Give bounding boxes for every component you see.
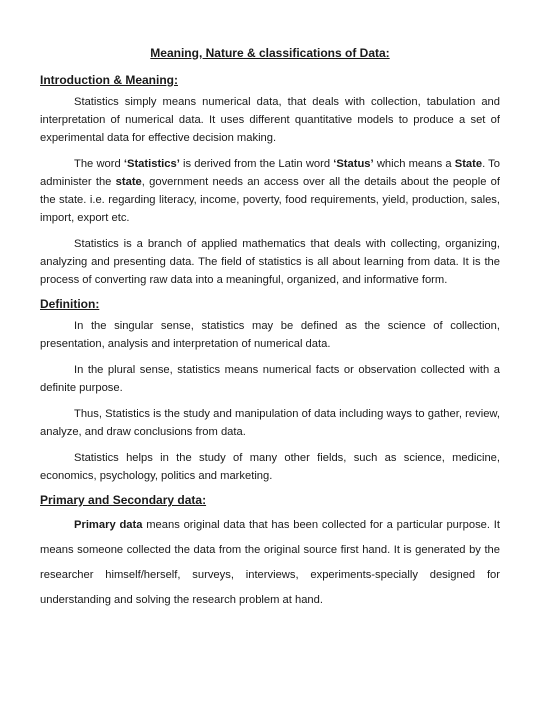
document-body [40,73,500,613]
text-run: Statistics is a branch of applied mathematics that deals with collecting, organizing, analyzing and presenting data. The field of statistics is all about learning from data. It is the process of converting raw data into a meaningful, organized, and informative form. [40,238,500,286]
document-page [40,46,500,621]
text-run: is derived from the Latin word [179,158,334,170]
paragraph [40,405,500,441]
text-run: , government needs an access over all the details about the people of the state. i.e. regarding literacy, income, poverty, food requirements, yield, production, sales, import, export etc. [40,176,500,224]
bold-text: State [454,158,483,170]
text-run: Statistics simply means numerical data, that deals with collection, tabulation and interpretation of numerical data. It uses different quantitative models to produce a set of experimental data for effective decision making. [40,96,500,144]
paragraph [40,513,500,613]
bold-text: ‘Status’ [333,158,374,170]
paragraph [40,317,500,353]
text-run: In the plural sense, statistics means numerical facts or observation collected with a definite purpose. [40,364,500,394]
section-heading: Introduction & Meaning: [40,73,178,87]
bold-text: state [115,176,142,188]
text-run: which means a [373,158,455,170]
paragraph [40,361,500,397]
text-run: Statistics helps in the study of many other fields, such as science, medicine, economics, psychology, politics and marketing. [40,452,500,482]
text-run: . To administer the [40,158,500,188]
section-heading: Definition: [40,297,100,311]
text-run: means original data that has been collected for a particular purpose. It means someone collected the data from the original source first hand. It is generated by the researcher himself/herself, surveys, interviews, experiments-specially designed for understanding and solving the research problem at hand. [40,519,500,606]
paragraph [40,93,500,147]
text-run: In the singular sense, statistics may be defined as the science of collection, presentation, analysis and interpretation of numerical data. [40,320,500,350]
section-heading: Primary and Secondary data: [40,493,207,507]
paragraph [40,235,500,289]
paragraph [40,155,500,227]
text-run: Thus, Statistics is the study and manipulation of data including ways to gather, review, analyze, and draw conclusions from data. [40,408,500,438]
text-run: The word [74,158,124,170]
bold-text: Primary data [74,519,143,531]
document-title: Meaning, Nature & classifications of Data: [150,46,390,60]
paragraph [40,449,500,485]
bold-text: ‘Statistics’ [123,158,180,170]
